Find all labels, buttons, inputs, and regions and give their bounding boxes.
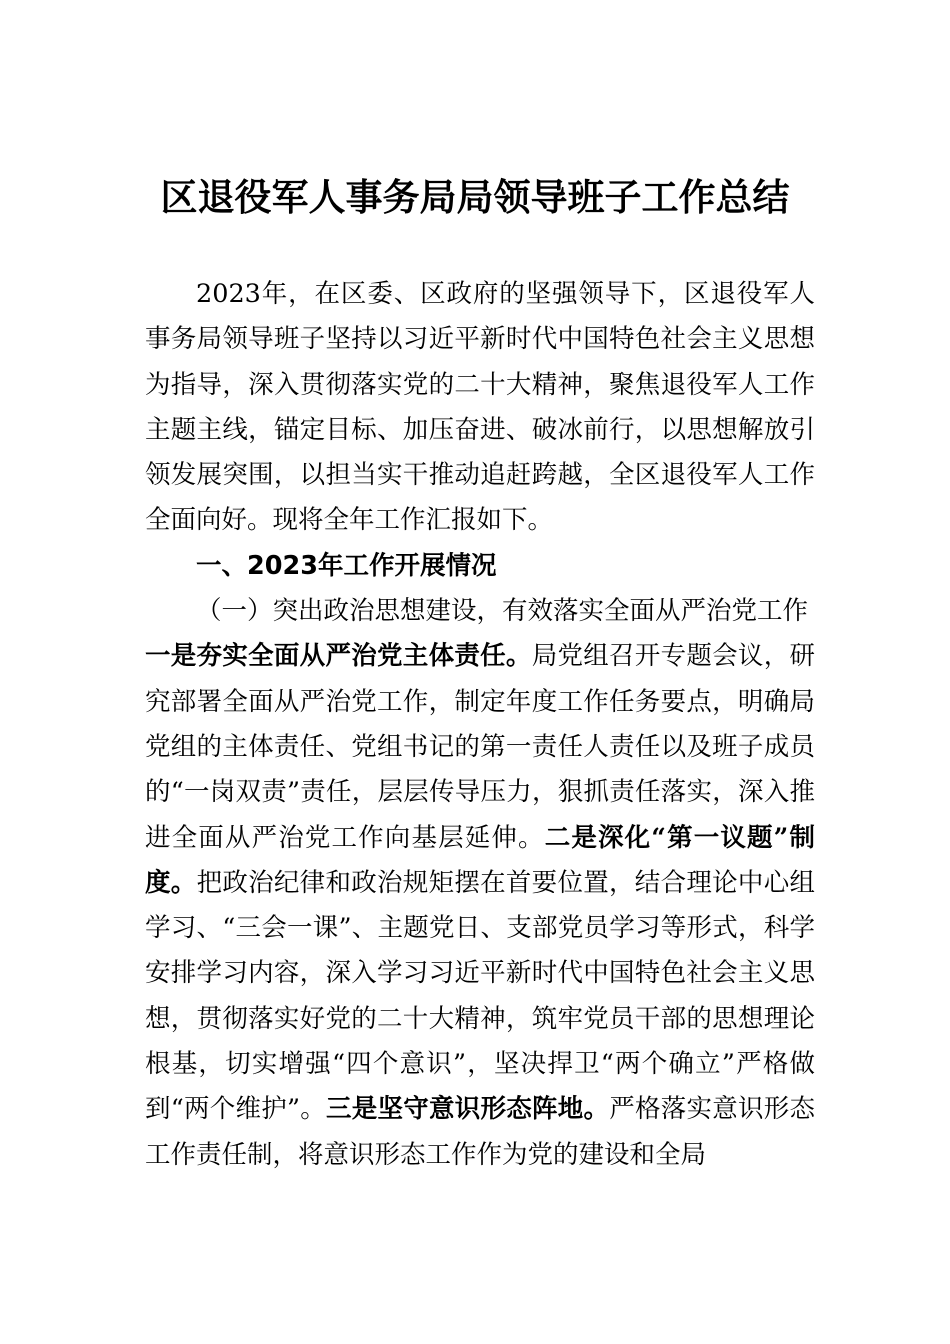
point3-text: 严格落实意识形态工作责任制，将意识形态工作作为党的建设和全局 — [145, 1094, 815, 1170]
document-title: 区退役军人事务局局领导班子工作总结 — [160, 175, 790, 219]
intro-paragraph: 2023年，在区委、区政府的坚强领导下，区退役军人事务局领导班子坚持以习近平新时代中国特色社会主义思想为指导，深入贯彻落实党的二十大精神，聚焦退役军人工作主题主线，锚定目标、加压奋进、破冰前行，以思想解放引领发展突围，以担当实干推动追赶跨越，全区退役军人工作全面向好。现将全年工作汇报如下。 — [145, 279, 815, 536]
document-body — [145, 272, 815, 1178]
point2-text: 把政治纪律和政治规矩摆在首要位置，结合理论中心组学习、“三会一课”、主题党日、支部党员学习等形式，科学安排学习内容，深入学习习近平新时代中国特色社会主义思想，贯彻落实好党的二十大精神，筑牢党员干部的思想理论根基，切实增强“四个意识”，坚决捍卫“两个确立”严格做到“两个维护”。 — [145, 867, 815, 1125]
section-heading: 一、2023年工作开展情况 — [196, 550, 497, 581]
point2-title: 二是深化“第一议题”制度。 — [145, 822, 815, 898]
point1-text: 局党组召开专题会议，研究部署全面从严治党工作，制定年度工作任务要点，明确局党组的主体责任、党组书记的第一责任人责任以及班子成员的“一岗双责”责任，层层传导压力，狠抓责任落实，深入推进全面从严治党工作向基层延伸。 — [145, 641, 815, 853]
point3-title: 三是坚守意识形态阵地。 — [326, 1094, 610, 1125]
subsection-paragraph — [145, 634, 815, 1178]
point1-title: 一是夯实全面从严治党主体责任。 — [145, 641, 532, 672]
subsection-heading: （一）突出政治思想建设，有效落实全面从严治党工作 — [196, 596, 809, 627]
